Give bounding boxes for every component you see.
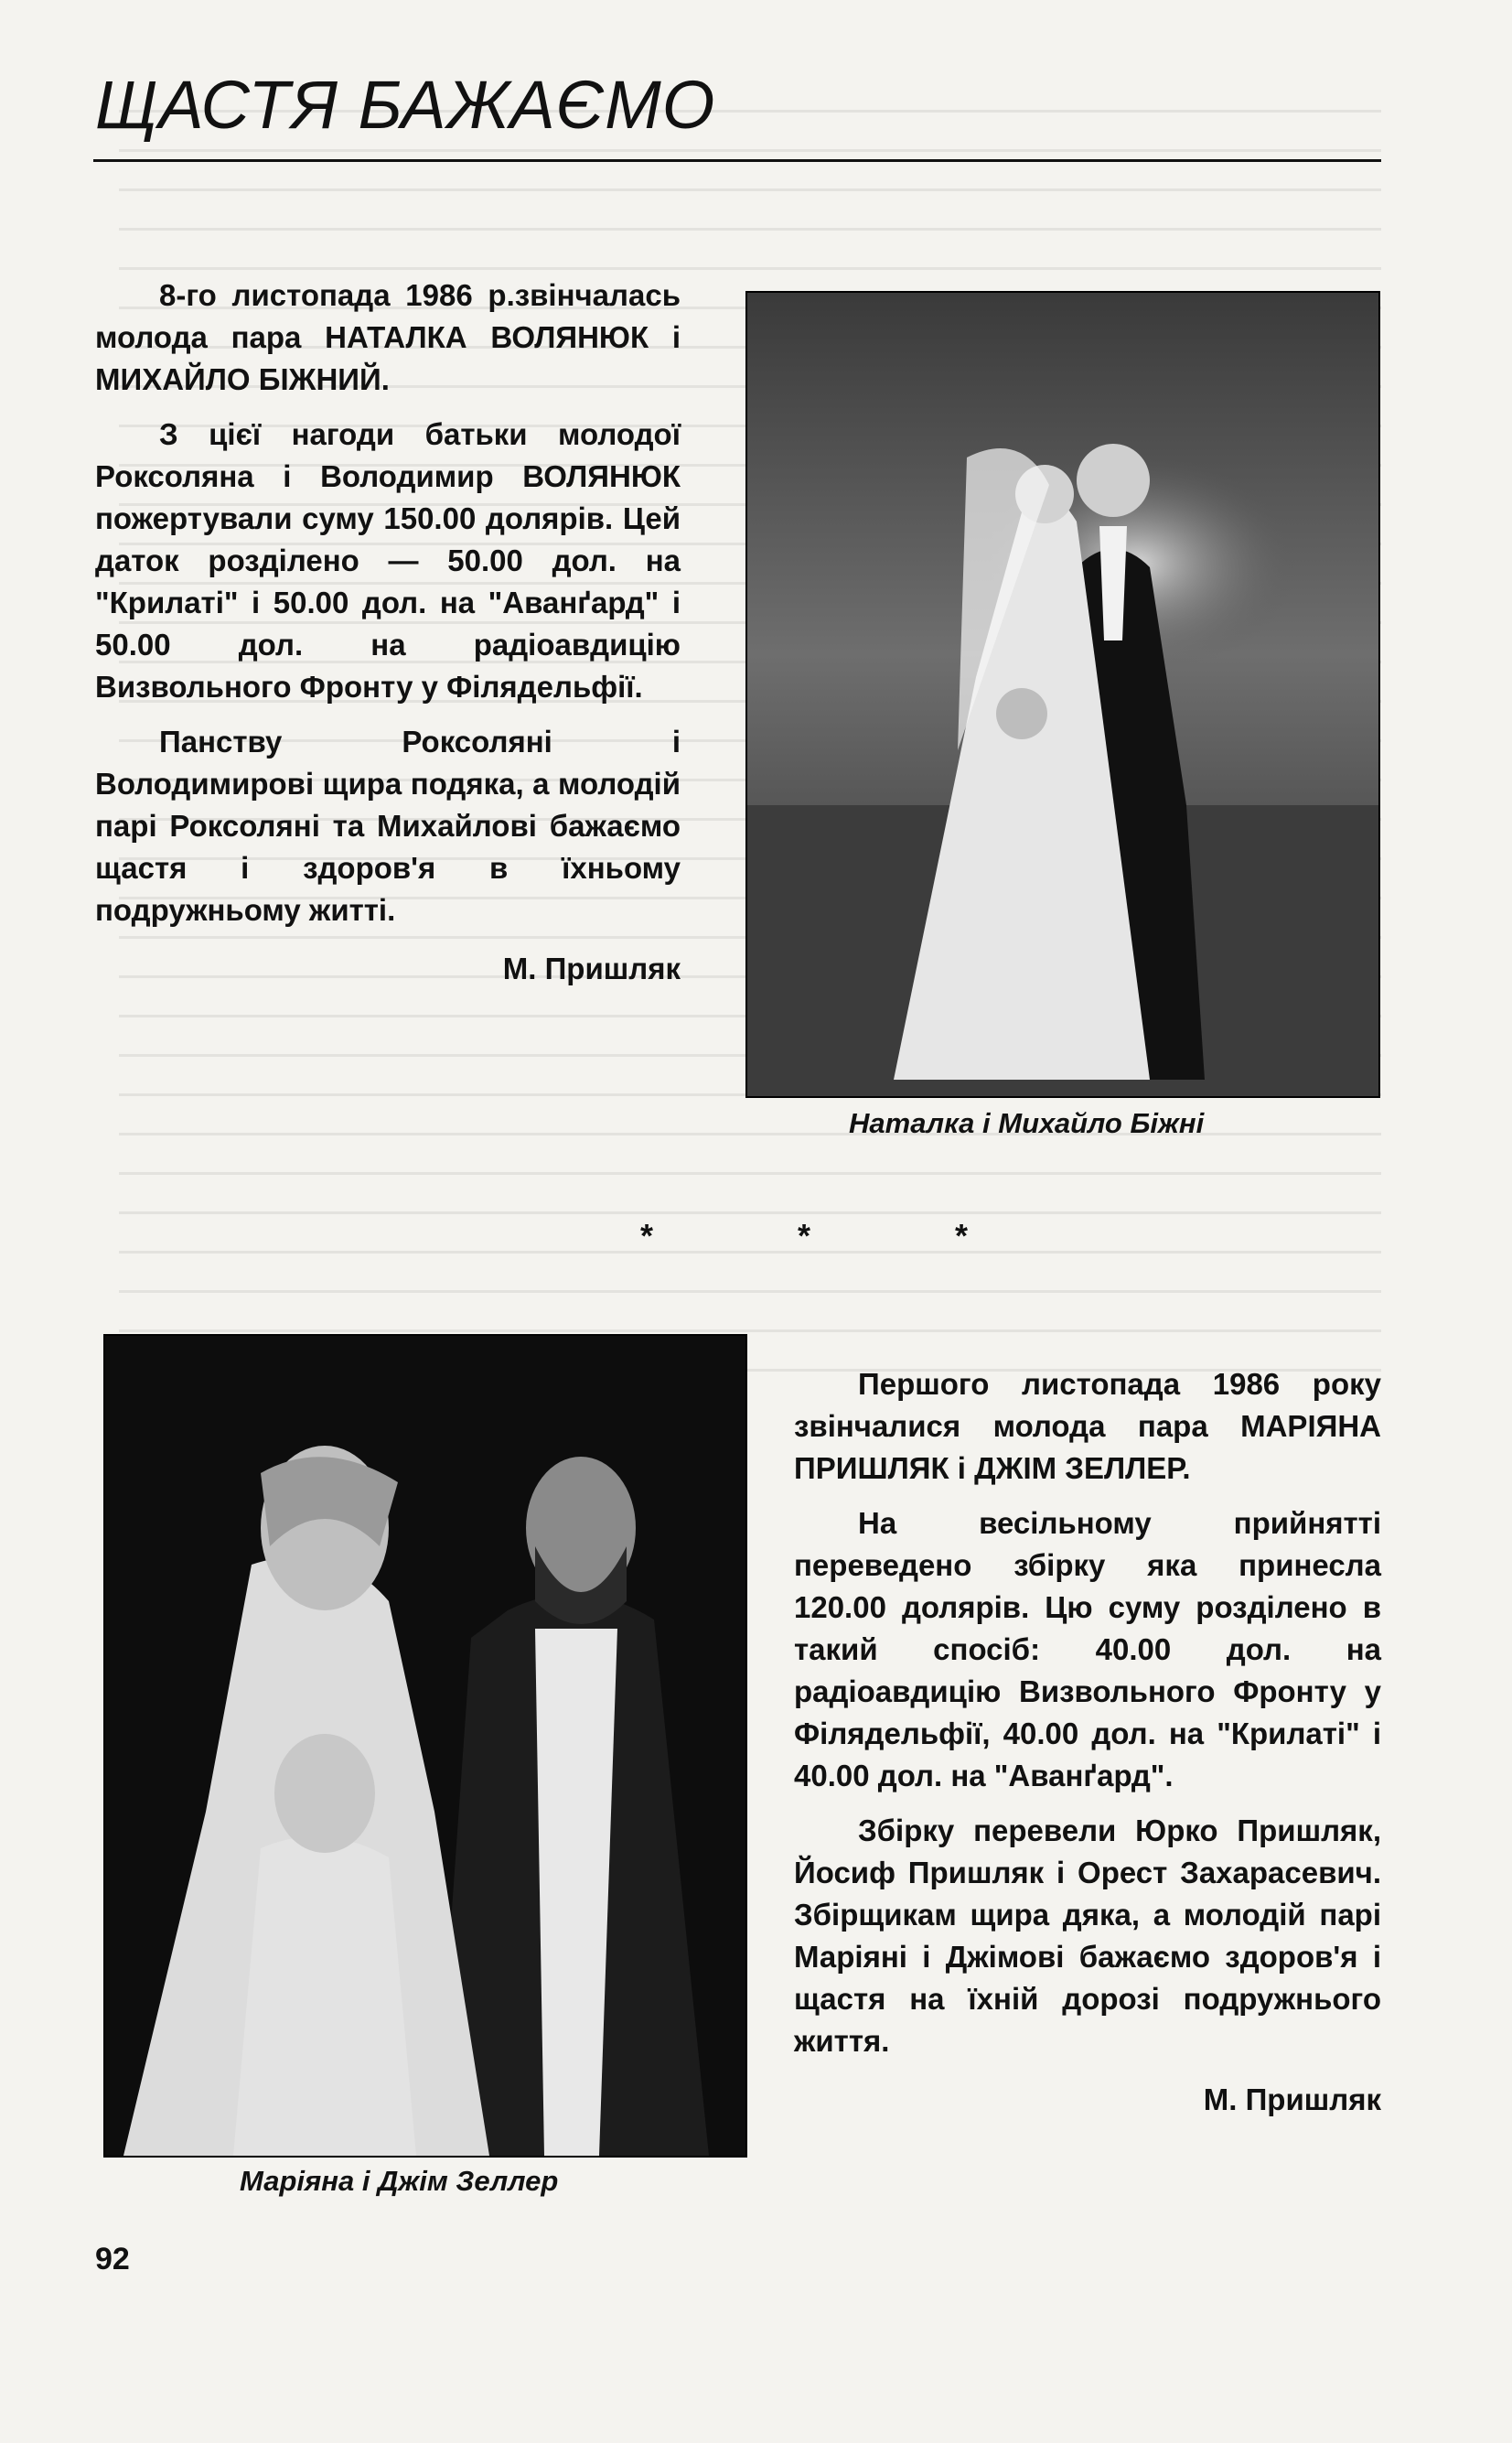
photo-caption-bizhni: Наталка і Михайло Біжні <box>849 1107 1205 1139</box>
photo-bizhni-image <box>747 293 1378 1096</box>
wedding-photo-zeller <box>103 1334 747 2158</box>
wedding-photo-bizhni <box>745 291 1380 1098</box>
page-title: ЩАСТЯ БАЖАЄМО <box>95 67 716 143</box>
article1-paragraph: З цієї нагоди батьки молодої Роксоляна і Володимир ВОЛЯНЮК пожертували суму 150.00 долярів. Цей даток розділено — 50.00 дол. на "Крилаті" і 50.00 дол. на "Аванґард" і 50.00 дол. на радіоавдицію Визвольного Фронту у Філядельфії. <box>95 417 681 704</box>
title-rule <box>93 159 1381 162</box>
photo-zeller-image <box>105 1336 745 2156</box>
page-number: 92 <box>95 2242 130 2276</box>
article2-paragraph: На весільному прийнятті переведено збірку яка принесла 120.00 долярів. Цю суму розділено в такий спосіб: 40.00 дол. на радіоавдицію Визвольного Фронту у Філядельфії, 40.00 дол. на "Крилаті" і 40.00 дол. на "Аванґард". <box>794 1506 1381 1792</box>
article2-paragraph: Першого листопада 1986 року звінчалися молода пара МАРІЯНА ПРИШЛЯК і ДЖІМ ЗЕЛЛЕР. <box>794 1367 1381 1485</box>
article1-signature: М. Пришляк <box>502 952 681 985</box>
article1-paragraph: 8-го листопада 1986 р.звінчалась молода пара НАТАЛКА ВОЛЯНЮК і МИХАЙЛО БІЖНИЙ. <box>95 278 681 396</box>
section-separator: * * * <box>640 1217 1036 1254</box>
article1-text <box>95 274 681 990</box>
photo-caption-zeller: Маріяна і Джім Зеллер <box>240 2165 559 2197</box>
article1-paragraph: Панству Роксоляні і Володимирові щира подяка, а молодій парі Роксоляні та Михайлові бажаємо щастя і здоров'я в їхньому подружньому житті. <box>95 725 681 927</box>
article2-signature: М. Пришляк <box>1203 2082 1381 2116</box>
article2-text <box>794 1363 1381 2121</box>
article2-paragraph: Збірку перевели Юрко Пришляк, Йосиф Пришляк і Орест Захарасевич. Збірщикам щира дяка, а молодій парі Маріяні і Джімові бажаємо здоров'я і щастя на їхній дорозі подружнього життя. <box>794 1813 1381 2058</box>
